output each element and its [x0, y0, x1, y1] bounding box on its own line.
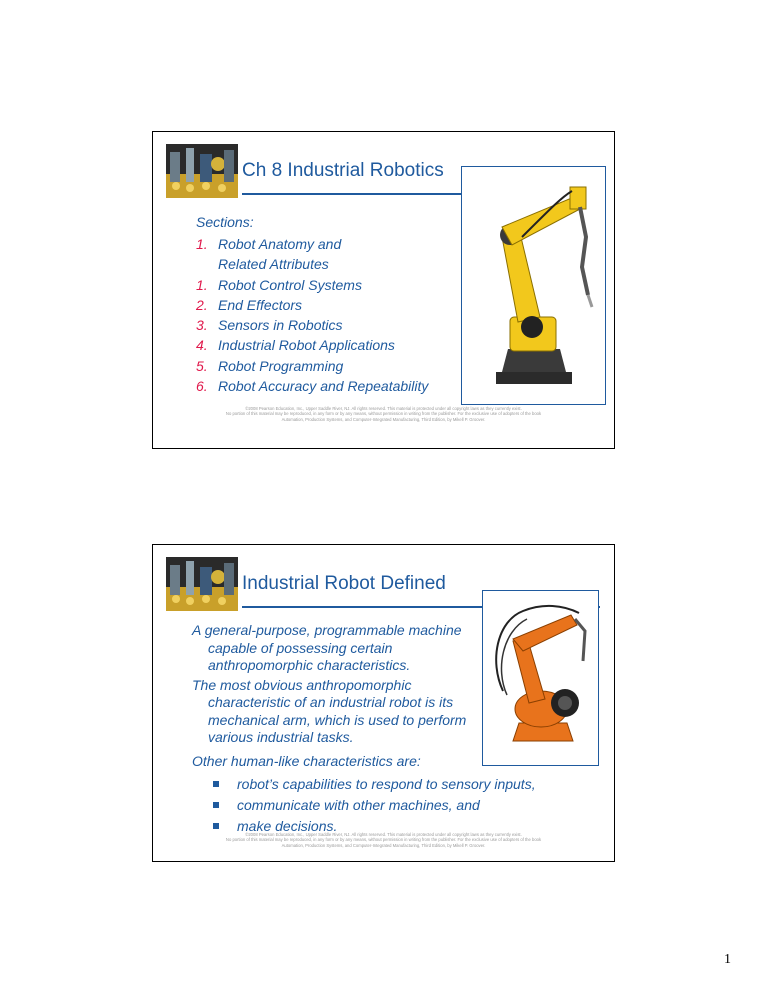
- section-label: End Effectors: [218, 296, 303, 313]
- section-label: Robot Programming: [218, 357, 344, 374]
- list-item: [196, 315, 428, 335]
- yellow-robot-arm-image: [461, 166, 606, 405]
- bullet-icon: [213, 823, 219, 829]
- production-line-logo-image: [166, 557, 238, 611]
- bullet-text: robot’s capabilities to respond to sensory inputs,: [237, 775, 536, 792]
- footer-line: Automation, Production Systems, and Computer-Integrated Manufacturing, Third Edition, by Mikell P. Groover.: [281, 842, 486, 848]
- section-label: Sensors in Robotics: [218, 317, 343, 334]
- bullet-text: communicate with other machines, and: [237, 796, 480, 813]
- list-item: [196, 234, 428, 254]
- slide-title: Ch 8 Industrial Robotics: [242, 160, 444, 181]
- section-label: Robot Control Systems: [218, 276, 362, 293]
- bullet-icon: [213, 781, 219, 787]
- list-item: [196, 376, 428, 396]
- list-item: [196, 254, 428, 274]
- footer-line: ©2008 Pearson Education, Inc., Upper Saddle River, NJ. All rights reserved. This material is protected under all copyright laws as they currently exist.: [245, 832, 522, 837]
- section-label: Robot Accuracy and Repeatability: [218, 378, 429, 395]
- definition-paragraph: A general-purpose, programmable machine capable of possessing certain anthropomorphic characteristics.: [192, 622, 462, 673]
- definition-paragraph: The most obvious anthropomorphic characteristic of an industrial robot is its mechanical arm, which is used to perform various industrial tasks.: [192, 676, 467, 745]
- section-number: 1.: [196, 276, 208, 293]
- list-item: [213, 794, 536, 815]
- characteristics-label: Other human-like characteristics are:: [192, 753, 421, 769]
- bullet-icon: [213, 802, 219, 808]
- orange-robot-arm-image: [482, 590, 599, 766]
- footer-line: No portion of this material may be reproduced, in any form or by any means, without permission in writing from the publisher. For the exclusive use of adopters of the book: [225, 837, 542, 843]
- slide-title: Industrial Robot Defined: [242, 573, 446, 594]
- list-item: [196, 356, 428, 376]
- list-item: [196, 275, 428, 295]
- section-number: 6.: [196, 378, 208, 395]
- section-number: 5.: [196, 357, 208, 374]
- section-number: 1.: [196, 236, 208, 252]
- sections-list: [196, 234, 428, 396]
- page-number: 1: [724, 952, 731, 967]
- characteristics-list: [213, 773, 536, 836]
- section-number: 4.: [196, 337, 208, 354]
- bullet-text: make decisions.: [237, 817, 338, 834]
- copyright-footer: [153, 406, 614, 422]
- list-item: [213, 773, 536, 794]
- list-item: [196, 335, 428, 355]
- section-number: 3.: [196, 317, 208, 334]
- footer-line: Automation, Production Systems, and Computer-Integrated Manufacturing, Third Edition, by Mikell P. Groover.: [281, 416, 486, 422]
- section-label: Industrial Robot Applications: [218, 337, 395, 354]
- definition-text: [192, 622, 482, 749]
- copyright-footer: [153, 832, 614, 848]
- footer-line: No portion of this material may be reproduced, in any form or by any means, without permission in writing from the publisher. For the exclusive use of adopters of the book: [225, 411, 542, 417]
- footer-line: ©2008 Pearson Education, Inc., Upper Saddle River, NJ. All rights reserved. This material is protected under all copyright laws as they currently exist.: [245, 406, 522, 411]
- section-label: Robot Anatomy and: [218, 236, 342, 252]
- slide-industrial-robot-defined: [152, 544, 615, 862]
- slide-ch8-industrial-robotics: [152, 131, 615, 449]
- list-item: [196, 295, 428, 315]
- sections-label: Sections:: [196, 214, 254, 230]
- section-number: 2.: [196, 296, 208, 313]
- section-label: Related Attributes: [218, 256, 329, 273]
- production-line-logo-image: [166, 144, 238, 198]
